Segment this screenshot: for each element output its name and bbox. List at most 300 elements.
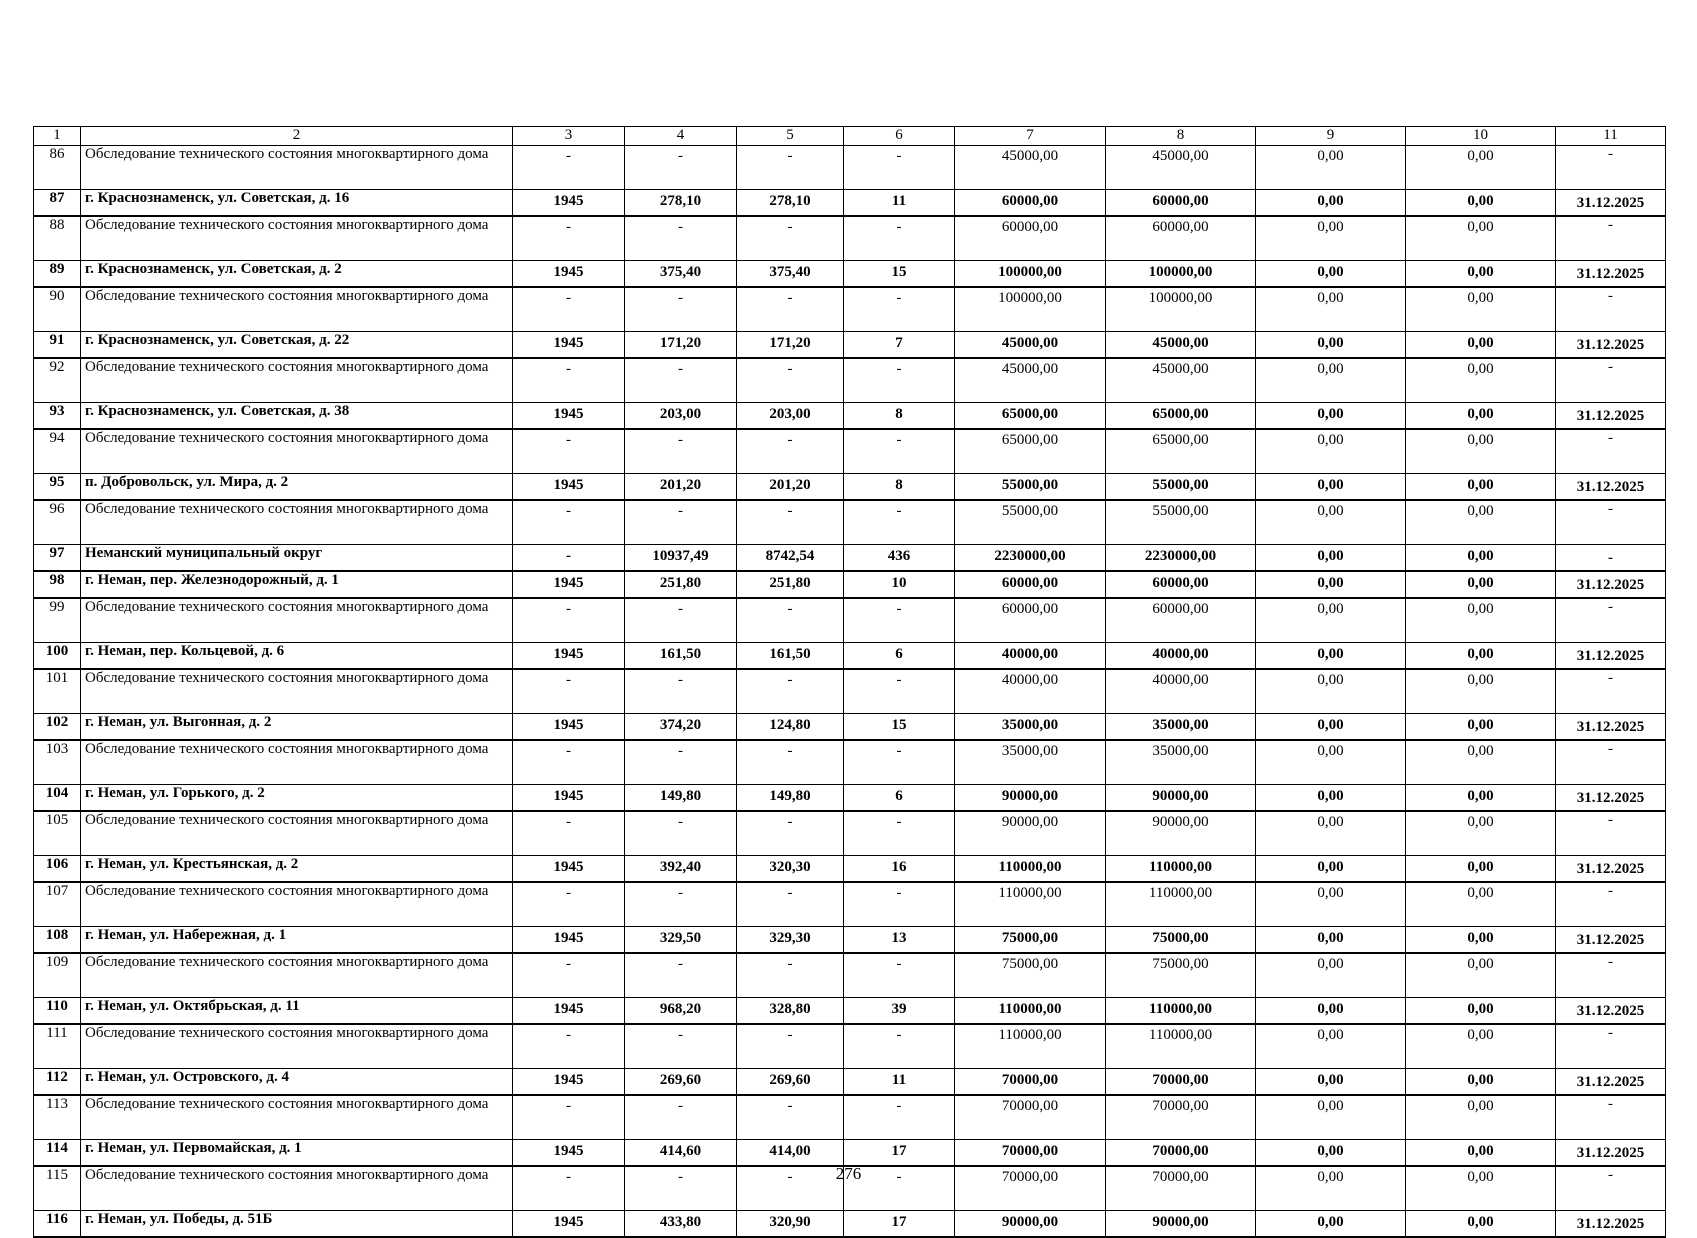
cell-row-number: 107 (34, 882, 81, 927)
cell-row-number: 90 (34, 287, 81, 332)
cell-cost-owners: 0,00 (1406, 1166, 1556, 1211)
cell-cost-regional: 60000,00 (1106, 190, 1256, 217)
cell-residents: 17 (844, 1211, 955, 1238)
cell-deadline: - (1556, 740, 1666, 785)
cell-cost-regional: 110000,00 (1106, 856, 1256, 883)
cell-year: 1945 (513, 571, 625, 598)
cell-total-area: - (625, 811, 737, 856)
cell-cost-local: 0,00 (1256, 190, 1406, 217)
column-header-5: 5 (737, 127, 844, 146)
cell-cost-total: 100000,00 (955, 287, 1106, 332)
cell-living-area: 278,10 (737, 190, 844, 217)
cell-row-number: 96 (34, 500, 81, 545)
cell-residents: - (844, 216, 955, 261)
cell-description: Обследование технического состояния многоквартирного дома (81, 1166, 513, 1211)
cell-total-area: - (625, 1166, 737, 1211)
cell-cost-local: 0,00 (1256, 1211, 1406, 1238)
cell-total-area: - (625, 500, 737, 545)
column-header-8: 8 (1106, 127, 1256, 146)
object-row (34, 261, 1666, 288)
cell-row-number: 86 (34, 146, 81, 190)
cell-living-area: 320,90 (737, 1211, 844, 1238)
cell-cost-total: 60000,00 (955, 571, 1106, 598)
cell-cost-local: 0,00 (1256, 429, 1406, 474)
cell-cost-owners: 0,00 (1406, 500, 1556, 545)
cell-cost-regional: 45000,00 (1106, 358, 1256, 403)
cell-living-area: - (737, 953, 844, 998)
cell-description: Обследование технического состояния многоквартирного дома (81, 1024, 513, 1069)
cell-total-area: - (625, 429, 737, 474)
cell-row-number: 102 (34, 714, 81, 741)
cell-living-area: 171,20 (737, 332, 844, 359)
cell-description: г. Неман, ул. Горького, д. 2 (81, 785, 513, 812)
cell-cost-owners: 0,00 (1406, 714, 1556, 741)
cell-total-area: - (625, 216, 737, 261)
cell-description: Обследование технического состояния многоквартирного дома (81, 1095, 513, 1140)
cell-cost-owners: 0,00 (1406, 332, 1556, 359)
work-row (34, 740, 1666, 785)
cell-total-area: 203,00 (625, 403, 737, 430)
cell-deadline: 31.12.2025 (1556, 190, 1666, 217)
cell-deadline: - (1556, 500, 1666, 545)
cell-deadline: 31.12.2025 (1556, 643, 1666, 670)
column-header-3: 3 (513, 127, 625, 146)
cell-residents: 13 (844, 927, 955, 954)
cell-residents: - (844, 500, 955, 545)
cell-deadline: 31.12.2025 (1556, 1140, 1666, 1167)
cell-description: г. Неман, ул. Набережная, д. 1 (81, 927, 513, 954)
object-row (34, 1140, 1666, 1167)
cell-row-number: 89 (34, 261, 81, 288)
cell-row-number: 116 (34, 1211, 81, 1238)
cell-row-number: 112 (34, 1069, 81, 1096)
cell-cost-total: 100000,00 (955, 261, 1106, 288)
cell-cost-regional: 110000,00 (1106, 998, 1256, 1025)
cell-residents: 16 (844, 856, 955, 883)
object-row (34, 545, 1666, 572)
cell-cost-regional: 60000,00 (1106, 571, 1256, 598)
cell-cost-local: 0,00 (1256, 500, 1406, 545)
cell-cost-regional: 70000,00 (1106, 1166, 1256, 1211)
cell-deadline: 31.12.2025 (1556, 332, 1666, 359)
object-row (34, 1069, 1666, 1096)
cell-row-number: 100 (34, 643, 81, 670)
cell-living-area: 414,00 (737, 1140, 844, 1167)
cell-row-number: 104 (34, 785, 81, 812)
cell-cost-local: 0,00 (1256, 953, 1406, 998)
cell-residents: - (844, 953, 955, 998)
cell-description: г. Неман, ул. Победы, д. 51Б (81, 1211, 513, 1238)
cell-total-area: - (625, 598, 737, 643)
object-row (34, 643, 1666, 670)
column-header-9: 9 (1256, 127, 1406, 146)
cell-cost-local: 0,00 (1256, 882, 1406, 927)
cell-row-number: 109 (34, 953, 81, 998)
cell-cost-regional: 70000,00 (1106, 1095, 1256, 1140)
cell-row-number: 110 (34, 998, 81, 1025)
cell-description: г. Неман, пер. Железнодорожный, д. 1 (81, 571, 513, 598)
cell-total-area: 375,40 (625, 261, 737, 288)
cell-cost-regional: 90000,00 (1106, 811, 1256, 856)
cell-cost-owners: 0,00 (1406, 403, 1556, 430)
cell-living-area: - (737, 598, 844, 643)
cell-cost-owners: 0,00 (1406, 474, 1556, 501)
cell-year: 1945 (513, 1140, 625, 1167)
cell-cost-owners: 0,00 (1406, 190, 1556, 217)
column-header-10: 10 (1406, 127, 1556, 146)
cell-cost-regional: 45000,00 (1106, 332, 1256, 359)
cell-deadline: - (1556, 146, 1666, 190)
cell-total-area: 10937,49 (625, 545, 737, 572)
cell-deadline: 31.12.2025 (1556, 785, 1666, 812)
column-header-11: 11 (1556, 127, 1666, 146)
cell-living-area: - (737, 358, 844, 403)
cell-cost-local: 0,00 (1256, 1166, 1406, 1211)
cell-cost-total: 70000,00 (955, 1095, 1106, 1140)
cell-cost-local: 0,00 (1256, 146, 1406, 190)
cell-cost-regional: 55000,00 (1106, 474, 1256, 501)
cell-row-number: 115 (34, 1166, 81, 1211)
cell-year: 1945 (513, 403, 625, 430)
cell-cost-total: 70000,00 (955, 1069, 1106, 1096)
cell-cost-total: 40000,00 (955, 669, 1106, 714)
cell-row-number: 93 (34, 403, 81, 430)
cell-cost-owners: 0,00 (1406, 1095, 1556, 1140)
cell-total-area: 278,10 (625, 190, 737, 217)
cell-total-area: - (625, 882, 737, 927)
cell-total-area: - (625, 287, 737, 332)
cell-description: Обследование технического состояния многоквартирного дома (81, 953, 513, 998)
cell-cost-total: 110000,00 (955, 1024, 1106, 1069)
work-row (34, 1095, 1666, 1140)
cell-cost-local: 0,00 (1256, 358, 1406, 403)
cell-cost-total: 65000,00 (955, 403, 1106, 430)
cell-deadline: 31.12.2025 (1556, 998, 1666, 1025)
cell-cost-local: 0,00 (1256, 216, 1406, 261)
cell-deadline: - (1556, 287, 1666, 332)
cell-description: г. Краснознаменск, ул. Советская, д. 16 (81, 190, 513, 217)
cell-cost-local: 0,00 (1256, 927, 1406, 954)
work-row (34, 669, 1666, 714)
cell-year: - (513, 811, 625, 856)
cell-description: г. Неман, ул. Первомайская, д. 1 (81, 1140, 513, 1167)
cell-total-area: - (625, 740, 737, 785)
cell-total-area: - (625, 1095, 737, 1140)
cell-year: 1945 (513, 261, 625, 288)
object-row (34, 332, 1666, 359)
cell-total-area: - (625, 1024, 737, 1069)
cell-cost-regional: 70000,00 (1106, 1140, 1256, 1167)
cell-year: 1945 (513, 785, 625, 812)
cell-deadline: - (1556, 669, 1666, 714)
cell-row-number: 92 (34, 358, 81, 403)
cell-cost-local: 0,00 (1256, 740, 1406, 785)
cell-cost-owners: 0,00 (1406, 1069, 1556, 1096)
cell-description: г. Краснознаменск, ул. Советская, д. 22 (81, 332, 513, 359)
cell-residents: - (844, 740, 955, 785)
cell-living-area: - (737, 500, 844, 545)
cell-row-number: 97 (34, 545, 81, 572)
cell-year: - (513, 1166, 625, 1211)
cell-cost-owners: 0,00 (1406, 261, 1556, 288)
cell-cost-owners: 0,00 (1406, 927, 1556, 954)
column-header-6: 6 (844, 127, 955, 146)
cell-residents: 6 (844, 785, 955, 812)
cell-residents: 11 (844, 1069, 955, 1096)
column-header-1: 1 (34, 127, 81, 146)
cell-year: 1945 (513, 643, 625, 670)
cell-cost-regional: 90000,00 (1106, 785, 1256, 812)
cell-living-area: 203,00 (737, 403, 844, 430)
cell-description: Обследование технического состояния многоквартирного дома (81, 146, 513, 190)
cell-description: Обследование технического состояния многоквартирного дома (81, 669, 513, 714)
cell-cost-regional: 75000,00 (1106, 953, 1256, 998)
cell-cost-total: 90000,00 (955, 785, 1106, 812)
cell-year: 1945 (513, 856, 625, 883)
work-row (34, 146, 1666, 190)
cell-year: 1945 (513, 332, 625, 359)
cell-year: - (513, 598, 625, 643)
cell-living-area: 201,20 (737, 474, 844, 501)
cell-living-area: 161,50 (737, 643, 844, 670)
cell-cost-total: 65000,00 (955, 429, 1106, 474)
object-row (34, 856, 1666, 883)
cell-cost-owners: 0,00 (1406, 643, 1556, 670)
cell-cost-owners: 0,00 (1406, 856, 1556, 883)
cell-row-number: 99 (34, 598, 81, 643)
work-row (34, 811, 1666, 856)
cell-cost-local: 0,00 (1256, 1024, 1406, 1069)
cell-description: Обследование технического состояния многоквартирного дома (81, 740, 513, 785)
cell-description: г. Краснознаменск, ул. Советская, д. 2 (81, 261, 513, 288)
cell-deadline: 31.12.2025 (1556, 474, 1666, 501)
cell-cost-regional: 35000,00 (1106, 740, 1256, 785)
cell-residents: - (844, 598, 955, 643)
cell-year: 1945 (513, 474, 625, 501)
cell-total-area: 392,40 (625, 856, 737, 883)
work-row (34, 1024, 1666, 1069)
cell-deadline: - (1556, 1095, 1666, 1140)
cell-living-area: 269,60 (737, 1069, 844, 1096)
cell-cost-regional: 60000,00 (1106, 216, 1256, 261)
cell-living-area: - (737, 1024, 844, 1069)
cell-deadline: - (1556, 1024, 1666, 1069)
cell-cost-local: 0,00 (1256, 403, 1406, 430)
object-row (34, 1211, 1666, 1238)
cell-deadline: - (1556, 216, 1666, 261)
cell-cost-local: 0,00 (1256, 998, 1406, 1025)
cell-year: 1945 (513, 714, 625, 741)
cell-deadline: - (1556, 882, 1666, 927)
cell-cost-regional: 2230000,00 (1106, 545, 1256, 572)
cell-cost-local: 0,00 (1256, 332, 1406, 359)
cell-total-area: - (625, 358, 737, 403)
cell-description: Неманский муниципальный округ (81, 545, 513, 572)
cell-cost-total: 90000,00 (955, 1211, 1106, 1238)
cell-row-number: 98 (34, 571, 81, 598)
cell-deadline: - (1556, 429, 1666, 474)
cell-cost-owners: 0,00 (1406, 740, 1556, 785)
cell-cost-owners: 0,00 (1406, 571, 1556, 598)
cell-deadline: 31.12.2025 (1556, 927, 1666, 954)
cell-description: Обследование технического состояния многоквартирного дома (81, 358, 513, 403)
cell-cost-local: 0,00 (1256, 598, 1406, 643)
cell-year: - (513, 740, 625, 785)
cell-cost-total: 45000,00 (955, 332, 1106, 359)
cell-total-area: 161,50 (625, 643, 737, 670)
cell-living-area: 149,80 (737, 785, 844, 812)
cell-cost-local: 0,00 (1256, 785, 1406, 812)
cell-cost-total: 75000,00 (955, 927, 1106, 954)
cell-cost-owners: 0,00 (1406, 785, 1556, 812)
cell-residents: 39 (844, 998, 955, 1025)
work-row (34, 358, 1666, 403)
cell-residents: 8 (844, 403, 955, 430)
cell-cost-owners: 0,00 (1406, 358, 1556, 403)
work-row (34, 500, 1666, 545)
cell-year: 1945 (513, 1211, 625, 1238)
cell-year: - (513, 146, 625, 190)
cell-residents: - (844, 1095, 955, 1140)
cell-row-number: 91 (34, 332, 81, 359)
cell-living-area: - (737, 287, 844, 332)
cell-description: г. Неман, пер. Кольцевой, д. 6 (81, 643, 513, 670)
cell-deadline: 31.12.2025 (1556, 1069, 1666, 1096)
cell-cost-local: 0,00 (1256, 1095, 1406, 1140)
cell-description: п. Добровольск, ул. Мира, д. 2 (81, 474, 513, 501)
cell-total-area: 414,60 (625, 1140, 737, 1167)
cell-cost-regional: 110000,00 (1106, 1024, 1256, 1069)
cell-living-area: - (737, 1095, 844, 1140)
cell-cost-owners: 0,00 (1406, 216, 1556, 261)
cell-cost-owners: 0,00 (1406, 1024, 1556, 1069)
cell-cost-local: 0,00 (1256, 856, 1406, 883)
object-row (34, 190, 1666, 217)
cell-description: Обследование технического состояния многоквартирного дома (81, 500, 513, 545)
work-row (34, 953, 1666, 998)
cell-residents: 8 (844, 474, 955, 501)
cell-year: - (513, 1024, 625, 1069)
cell-cost-total: 110000,00 (955, 998, 1106, 1025)
cell-deadline: - (1556, 811, 1666, 856)
cell-description: Обследование технического состояния многоквартирного дома (81, 287, 513, 332)
cell-deadline: 31.12.2025 (1556, 261, 1666, 288)
cell-row-number: 87 (34, 190, 81, 217)
cell-residents: - (844, 1166, 955, 1211)
cell-row-number: 105 (34, 811, 81, 856)
cell-total-area: 433,80 (625, 1211, 737, 1238)
cell-residents: 11 (844, 190, 955, 217)
cell-year: 1945 (513, 927, 625, 954)
cell-cost-total: 45000,00 (955, 146, 1106, 190)
object-row (34, 474, 1666, 501)
cell-total-area: - (625, 146, 737, 190)
cell-deadline: 31.12.2025 (1556, 1211, 1666, 1238)
cell-description: Обследование технического состояния многоквартирного дома (81, 598, 513, 643)
cell-year: - (513, 669, 625, 714)
cell-residents: - (844, 811, 955, 856)
cell-deadline: - (1556, 545, 1666, 572)
cell-cost-total: 2230000,00 (955, 545, 1106, 572)
work-row (34, 429, 1666, 474)
cell-living-area: - (737, 216, 844, 261)
cell-deadline: - (1556, 1166, 1666, 1211)
cell-row-number: 111 (34, 1024, 81, 1069)
column-header-2: 2 (81, 127, 513, 146)
cell-cost-regional: 65000,00 (1106, 403, 1256, 430)
cell-year: - (513, 358, 625, 403)
cell-cost-owners: 0,00 (1406, 429, 1556, 474)
cell-cost-local: 0,00 (1256, 545, 1406, 572)
cell-deadline: 31.12.2025 (1556, 714, 1666, 741)
cell-living-area: - (737, 740, 844, 785)
cell-cost-local: 0,00 (1256, 714, 1406, 741)
cell-description: Обследование технического состояния многоквартирного дома (81, 216, 513, 261)
cell-residents: - (844, 1024, 955, 1069)
cell-total-area: 968,20 (625, 998, 737, 1025)
cell-cost-total: 35000,00 (955, 740, 1106, 785)
cell-row-number: 94 (34, 429, 81, 474)
cell-living-area: - (737, 429, 844, 474)
cell-residents: 6 (844, 643, 955, 670)
cell-living-area: - (737, 811, 844, 856)
cell-row-number: 103 (34, 740, 81, 785)
cell-living-area: 8742,54 (737, 545, 844, 572)
cell-total-area: 201,20 (625, 474, 737, 501)
cell-deadline: 31.12.2025 (1556, 571, 1666, 598)
cell-year: - (513, 545, 625, 572)
cell-living-area: - (737, 882, 844, 927)
cell-year: 1945 (513, 998, 625, 1025)
cell-total-area: 269,60 (625, 1069, 737, 1096)
cell-cost-local: 0,00 (1256, 571, 1406, 598)
cell-row-number: 95 (34, 474, 81, 501)
cell-cost-total: 60000,00 (955, 598, 1106, 643)
cell-cost-regional: 40000,00 (1106, 669, 1256, 714)
cell-cost-regional: 55000,00 (1106, 500, 1256, 545)
cell-row-number: 108 (34, 927, 81, 954)
cell-cost-local: 0,00 (1256, 474, 1406, 501)
cell-cost-owners: 0,00 (1406, 287, 1556, 332)
cell-cost-total: 60000,00 (955, 216, 1106, 261)
cell-row-number: 114 (34, 1140, 81, 1167)
cell-cost-local: 0,00 (1256, 811, 1406, 856)
cell-cost-owners: 0,00 (1406, 1211, 1556, 1238)
cell-residents: - (844, 429, 955, 474)
cell-cost-local: 0,00 (1256, 261, 1406, 288)
work-row (34, 216, 1666, 261)
cell-cost-owners: 0,00 (1406, 669, 1556, 714)
cell-residents: - (844, 882, 955, 927)
cell-residents: 436 (844, 545, 955, 572)
cell-cost-regional: 45000,00 (1106, 146, 1256, 190)
cell-cost-total: 110000,00 (955, 882, 1106, 927)
cell-cost-local: 0,00 (1256, 1140, 1406, 1167)
cell-cost-total: 35000,00 (955, 714, 1106, 741)
cell-cost-regional: 65000,00 (1106, 429, 1256, 474)
cell-year: - (513, 1095, 625, 1140)
cell-description: г. Неман, ул. Октябрьская, д. 11 (81, 998, 513, 1025)
cell-cost-owners: 0,00 (1406, 953, 1556, 998)
cell-deadline: - (1556, 953, 1666, 998)
work-row (34, 287, 1666, 332)
object-row (34, 403, 1666, 430)
cell-residents: - (844, 146, 955, 190)
object-row (34, 927, 1666, 954)
cell-living-area: 329,30 (737, 927, 844, 954)
cell-cost-owners: 0,00 (1406, 811, 1556, 856)
cell-cost-regional: 90000,00 (1106, 1211, 1256, 1238)
